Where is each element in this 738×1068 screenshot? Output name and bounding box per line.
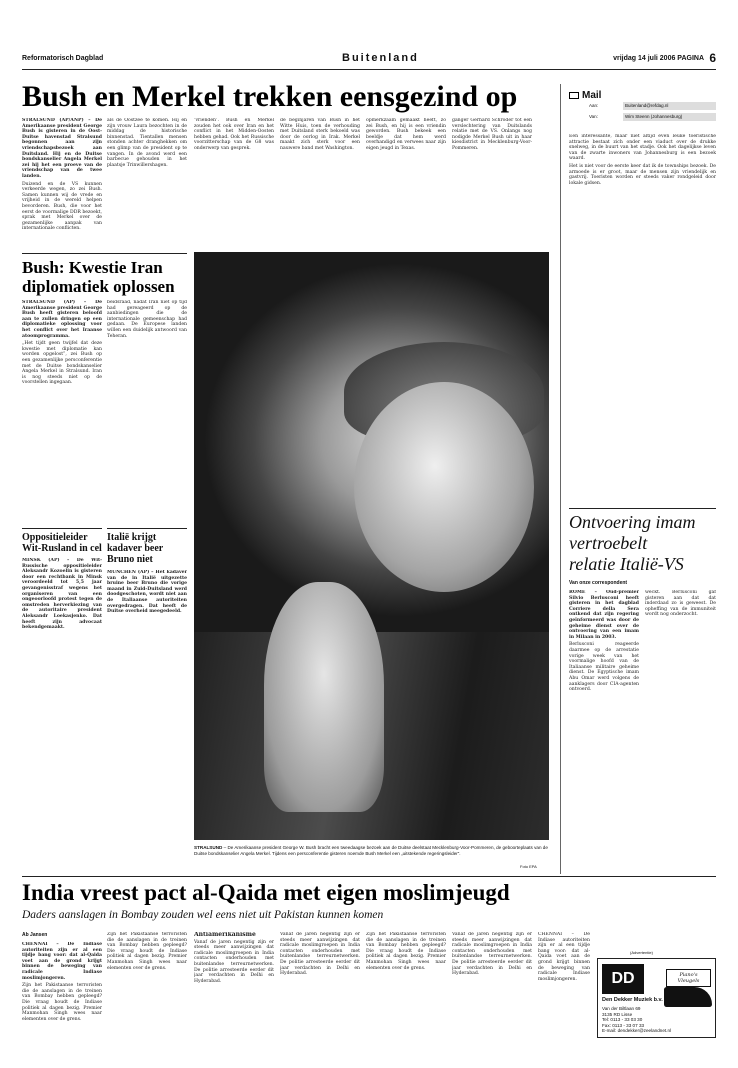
- india-col-6: Vanaf de jaren negentig zijn er steeds meer aanwijzingen dat radicale moslimgroepen in India contacten onderhouden met buitenlandse terreurnetwerken. De politie arresteerde eerder dit jaar verdachten in Delhi en Hyderabad.: [452, 932, 532, 977]
- india-col-4: Vanaf de jaren negentig zijn er steeds meer aanwijzingen dat radicale moslimgroepen in India contacten onderhouden met buitenlandse terreurnetwerken. De politie arresteerde eerder dit jaar verdachten in Delhi en Hyderabad.: [280, 932, 360, 977]
- imam-headline: [569, 512, 695, 575]
- mail-from-label: Van:: [589, 114, 598, 119]
- iran-lead: STRALSUND (AP) – De Amerikaanse president George Bush heeft gisteren beloofd aan te zullen dringen op een diplomatieke oplossing voor het conflict over het Iraanse atoomprogramma.: [22, 300, 102, 339]
- mail-text: [569, 134, 716, 504]
- advertisement[interactable]: [597, 958, 716, 1038]
- ad-company-name: Den Dekker Muziek b.v.: [602, 997, 663, 1003]
- imam-headline-line-1: Ontvoering imam: [569, 512, 696, 532]
- iran-text: „Het tijdt geen twijfel dat deze kwestie met diplomatie kan worden opgelost”, zei Bush op een gezamenlijke persconferentie met de Duitse bondskanselier Angela Merkel in Stralsund. Iran is nog steeds niet op de voorstellen ingegaan.: [22, 341, 102, 386]
- page-number: 6: [709, 51, 716, 65]
- ad-logo: DD: [602, 964, 644, 994]
- italie-headline-line-2: kadaver beer: [107, 543, 164, 554]
- rule: [107, 528, 187, 529]
- india-col-3: [194, 932, 274, 1062]
- caption-label: STRALSUND: [194, 845, 223, 850]
- wit-rusland-lead: MINSK (AP) – De Wit-Russische oppositieleider Aleksandr Kozoelin is gisteren door een rechtbank in Minsk veroordeeld tot 5,5 jaar gevangenisstraf wegens het organiseren van een ongeoorloofd protest tegen de omstreden herverkiezing van de autoritaire president Aleksandr Loekasjenko. Dat heeft zijn advocaat bekendgemaakt.: [22, 558, 102, 631]
- column-divider: [560, 84, 561, 874]
- main-article-col-1: [22, 118, 102, 251]
- ad-fax: Fax: 0113 - 33 07 33: [602, 1022, 645, 1028]
- imam-col-2: weckt. Berlusconi gaf gisteren aan dat dat inderdaad zo is geweest. De opheffing van de immuniteit wordt nog onderzocht.: [645, 590, 716, 618]
- mail-to-label: Aan:: [589, 103, 599, 108]
- main-article-col-6: ganger Gerhard Schröder tot een verslechtering van Duitslands relatie met de VS. Onlangs nog nodigde Merkel Bush uit in haar kiesdistrict in Mecklenburg-Voor-Pommeren.: [452, 118, 532, 151]
- wit-rusland-text: [22, 558, 102, 848]
- india-text-3: Vanaf de jaren negentig zijn er steeds meer aanwijzingen dat radicale moslimgroepen in India contacten onderhouden met buitenlandse terreurnetwerken. De politie arresteerde eerder dit jaar verdachten in Delhi en Hyderabad.: [194, 939, 274, 984]
- piano-icon: [664, 987, 712, 1007]
- issue-date: vrijdag 14 juli 2006 PAGINA: [613, 55, 704, 62]
- page-header: [22, 52, 716, 70]
- imam-col-1: [569, 590, 639, 870]
- italie-headline: [107, 532, 163, 565]
- main-article-col-2: als de Oostzee te komen. Hij en zijn vrouw Laura bezochten in de middag de historische binnenstad. Tientallen mensen stonden achter dranghekken om een glimp van de president op te vangen. In de avond werd een barbecue gehouden in het plaatsje Trinwillershagen.: [107, 118, 187, 168]
- photo-hand-shape: [264, 582, 384, 812]
- photo-caption: [194, 845, 549, 856]
- italie-text: [107, 570, 187, 848]
- mail-text-1: Een interessante, maar niet altijd even leuke toeristische attractie bestaat zich onder een viaduct over de drukke snelweg, in de buurt van het stadje. Ook het dagelijkse leven van de zwarte inwoners van Johannesburg is een bezoek waard.: [569, 134, 716, 162]
- ad-address-line: 3135 RD Lisse: [602, 1011, 633, 1017]
- main-article-text-1: Duizend en de VS kunnen verkeerde wegen, zo zei Bush. Samen kunnen wij de vrede en vrijheid in de wereld helpen bevorderen. Bush, die voor het eerst de voormalige DDR bezoekt, sprak met Merkel over de gezamenlijke aanpak van internationale conflicten.: [22, 181, 102, 232]
- imam-headline-line-3: relatie Italië-VS: [569, 554, 684, 574]
- rule: [569, 508, 716, 509]
- india-col-7: CHENNAI – De Indiase autoriteiten zijn er al een tijdje bang voor: dat al-Qaida voet aan de grond krijgt binnen de beweging van radicale Indiase moslimjongeren.: [538, 932, 590, 982]
- mail-header: [569, 90, 716, 124]
- india-subhead: Antiamerikanisme: [194, 932, 256, 938]
- india-headline: India vreest pact al-Qaida met eigen moslimjeugd: [22, 880, 510, 905]
- mail-to-value: Buitenland@refdag.nl: [623, 102, 716, 110]
- photo-face-shape: [354, 382, 534, 592]
- main-headline: Bush en Merkel trekken eensgezind op: [22, 80, 518, 113]
- ad-label: (Advertentie): [630, 950, 653, 955]
- mail-from-value: Wim Steenn (Johannesburg): [623, 113, 716, 121]
- paper-name: Reformatorisch Dagblad: [22, 55, 104, 62]
- ad-phone: Tel: 0113 - 33 03 30: [602, 1017, 643, 1023]
- iran-col-2: beidsraad, nadat Iran niet op tijd had gereageerd op de aanbiedingen die de internationale gemeenschap had gedaan. De Europese landen willen een duidelijk antwoord van Teheran.: [107, 300, 187, 339]
- italie-lead: MÜNCHEN (AP) – Het kadaver van de in Italië uitgezette bruine beer Bruno die vorige maand in Zuid-Duitsland werd doodgeschoten, wordt niet aan de Italiaanse autoriteiten overgedragen. Dat heeft de Duitse overheid meegedeeld.: [107, 570, 187, 615]
- imam-byline: Van onze correspondent: [569, 580, 628, 586]
- main-article-col-5: opmerkzaam gemaakt heeft, zo zei Bush, en hij is een vriendin geworden. Bush bekeek een beeldje dat hem werd overhandigd en verwees naar zijn eigen jeugd in Texas.: [366, 118, 446, 151]
- imam-lead: ROME – Oud-premier Silvio Berlusconi heeft gisteren in het dagblad Corriere della Sera ontkend dat zijn regering geïnformeerd was door de geheime dienst over de ontvoering van een imam in Milaan in 2003.: [569, 590, 639, 640]
- photo-credit: Foto EPA: [520, 864, 537, 869]
- italie-headline-line-3: Bruno niet: [107, 554, 153, 565]
- ad-address: [602, 1006, 671, 1034]
- ad-address-line: Van der Biltlaan 69: [602, 1006, 641, 1011]
- wit-rusland-headline-line-2: Wit-Rusland in cel: [22, 543, 102, 554]
- india-lead: CHENNAI – De Indiase autoriteiten zijn er al een tijdje bang voor: dat al-Qaida voet aan de grond krijgt binnen de beweging van radicale Indiase moslimjongeren.: [22, 942, 102, 981]
- envelope-icon: [569, 92, 579, 99]
- iran-col-1: [22, 300, 102, 525]
- rule: [22, 528, 102, 529]
- india-col-2: Zijn het Pakistaanse terroristen die de aanslagen in de treinen van Bombay hebben gepleegd? Die vraag houdt de Indiase politiek al dagen bezig. Premier Manmohan Singh wees naar elementen over de grens.: [107, 932, 187, 971]
- mail-from-row: [589, 113, 716, 121]
- bush-photo: [194, 252, 549, 840]
- main-article-col-4: de beginjaren van Bush in het Witte Huis, toen de verhouding met Duitsland sterk bekoeld was door de oorlog in Irak. Merkel maakt zich sterk voor een nauwere band met Washington.: [280, 118, 360, 151]
- mail-logo: Mail: [582, 90, 602, 101]
- mail-to-row: [589, 102, 716, 110]
- main-article-lead: STRALSUND (AP/ANP) – De Amerikaanse president George Bush is gisteren in de Oost-Duitse havenstad Stralsund begonnen aan zijn vriendschapsbezoek aan Duitsland. Hij en de Duitse bondskanselier Angela Merkel zei hij het een proeve van de vriendschap van de twee landen.: [22, 118, 102, 179]
- wit-rusland-headline: [22, 532, 102, 554]
- section-title: Buitenland: [342, 52, 419, 64]
- iran-headline-line-2: diplomatiek oplossen: [22, 277, 175, 296]
- india-byline: Ab Jansen: [22, 932, 48, 938]
- rule: [22, 253, 187, 254]
- rule: [22, 876, 716, 877]
- wit-rusland-headline-line-1: Oppositieleider: [22, 532, 88, 543]
- italie-headline-line-1: Italië krijgt: [107, 532, 157, 543]
- iran-headline-line-1: Bush: Kwestie Iran: [22, 258, 163, 277]
- caption-text: – De Amerikaanse president George W. Bush bracht een tweedaagse bezoek aan de Duitse deelstaat Mecklenburg-Voor-Pommeren, de geboorteplaats van de Duitse bondskanselier Angela Merkel. Tijdens een persconferentie gisteren noemde Bush Merkel een „uitstekende regeringsleider”.: [194, 845, 548, 856]
- india-col-1: [22, 942, 102, 1062]
- ad-email: E-mail: dendekker@zeelandnet.nl: [602, 1028, 672, 1034]
- ad-tagline: Piano's Vleugels: [666, 969, 711, 987]
- iran-headline: [22, 258, 175, 296]
- india-col-5: Zijn het Pakistaanse terroristen die de aanslagen in de treinen van Bombay hebben gepleegd? Die vraag houdt de Indiase politiek al dagen bezig. Premier Manmohan Singh wees naar elementen over de grens.: [366, 932, 446, 971]
- india-subheadline: Daders aanslagen in Bombay zouden wel eens niet uit Pakistan kunnen komen: [22, 909, 384, 921]
- mail-text-2: Het is niet voor de eerste keer dat ik de townships bezoek. De armoede is er groot, maar de mensen zijn vriendelijk en gastvrij. Toeristen worden er steeds vaker rondgeleid door lokale gidsen.: [569, 163, 716, 186]
- imam-headline-line-2: vertroebelt: [569, 533, 648, 553]
- main-article-col-3: ‘vrienden’. Bush en Merkel zouden het ook over Iran en het conflict in het Midden-Oosten hebben gehad. Ook het Russische voorzitterschap van de G8 was onderwerp van gesprek.: [194, 118, 274, 151]
- india-text-1: Zijn het Pakistaanse terroristen die de aanslagen in de treinen van Bombay hebben gepleegd? Die vraag houdt de Indiase politiek al dagen bezig. Premier Manmohan Singh wees naar elementen over de grens.: [22, 983, 102, 1022]
- imam-text: Berlusconi reageerde daarmee op de arrestatie vorige week van het voormalige hoofd van de Italiaanse militaire geheime dienst. De Egyptische imam Abu Omar werd volgens de aanklagers door CIA-agenten ontvoerd.: [569, 642, 639, 693]
